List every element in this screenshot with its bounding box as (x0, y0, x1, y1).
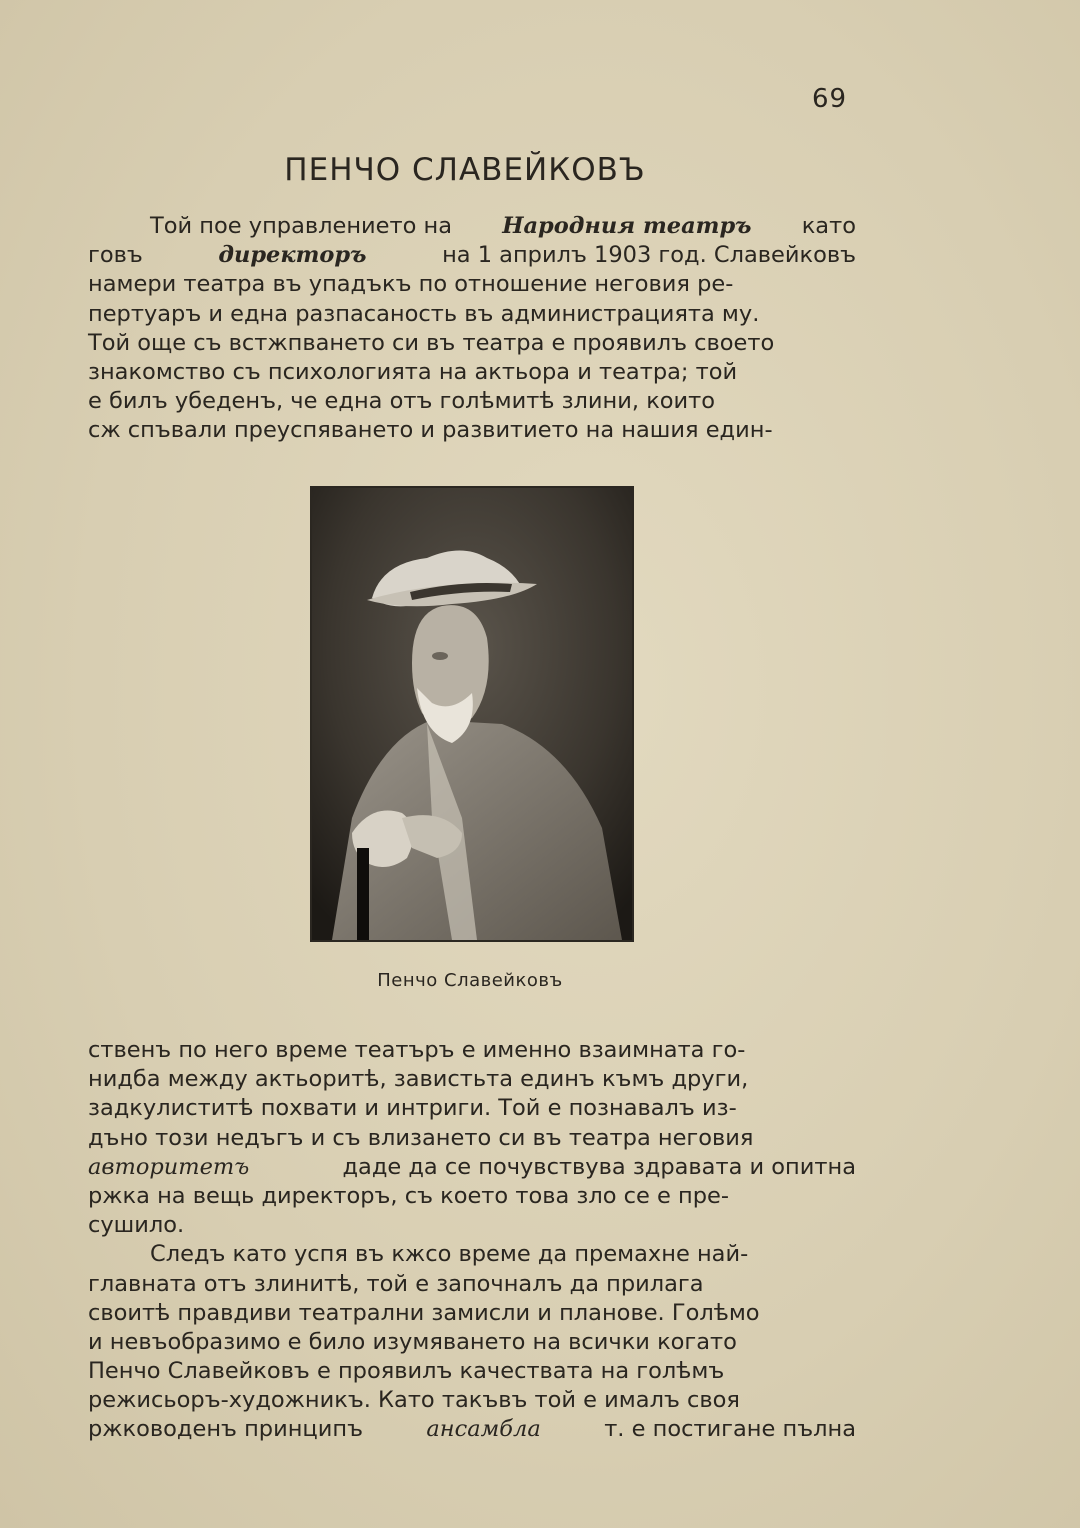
text-line: нидба между актьоритѣ, завистьта единъ къмъ други, (88, 1066, 749, 1093)
text-line: ственъ по него време театъръ е именно взаимната го- (88, 1037, 746, 1063)
text-line: ржководенъ принципъ ансамбла т. е постигане пълна (88, 1415, 856, 1444)
text-line: задкулиститѣ похвати и интриги. Той е познавалъ из- (88, 1095, 737, 1122)
emphasis-text: ансамбла (426, 1416, 541, 1443)
text-line: Пенчо Славейковъ е проявилъ качествата на голѣмъ (88, 1358, 725, 1385)
text-line: намери театра въ упадъкъ по отношение неговия ре- (88, 271, 734, 298)
figure-caption: Пенчо Славейковъ (377, 970, 563, 991)
text-line: говъ директоръ на 1 априлъ 1903 год. Славейковъ (88, 241, 856, 270)
page-number: 69 (812, 84, 848, 114)
text-line: главната отъ злинитѣ, той е започналъ да прилага (88, 1270, 704, 1297)
chapter-title: ПЕНЧО СЛАВЕЙКОВЪ (284, 152, 646, 188)
text-line: и невъобразимо е било изумяването на всички когато (88, 1328, 737, 1355)
text-line: е билъ убеденъ, че една отъ голѣмитѣ злини, които (88, 388, 716, 415)
text-line: пертуаръ и една разпасаность въ администрацията му. (88, 300, 760, 327)
emphasis-text: Народния театръ (502, 213, 752, 239)
text-line: своитѣ правдиви театрални замисли и планове. Голѣмо (88, 1299, 760, 1326)
paragraph-1 (88, 212, 856, 446)
emphasis-text: директоръ (218, 242, 367, 269)
paragraph-2 (88, 1036, 856, 1445)
text-line: Той още съ встжпването си въ театра е проявилъ своето (88, 329, 775, 356)
text-line: Следъ като успя въ кжсо време да премахне най- (150, 1241, 749, 1268)
text-line: авторитетъ даде да се почувствува здравата и опитна (88, 1153, 856, 1182)
text-line: Той пое управлението на Народния театръ като (88, 212, 856, 241)
text-line: ржка на вещь директоръ, съ което това зло се е пре- (88, 1182, 729, 1209)
text-line: режисьоръ-художникъ. Като такъвъ той е ималъ своя (88, 1387, 740, 1414)
text-line: сж спъвали преуспяването и развитието на нашия един- (88, 417, 773, 444)
portrait-photo (310, 486, 634, 942)
text-line: дъно този недъгъ и съ влизането си въ театра неговия (88, 1124, 754, 1151)
emphasis-text: авторитетъ (88, 1153, 250, 1180)
portrait-illustration (312, 488, 632, 940)
text-line: знакомство съ психологията на актьора и театра; той (88, 358, 738, 385)
text-line: сушило. (88, 1212, 185, 1239)
